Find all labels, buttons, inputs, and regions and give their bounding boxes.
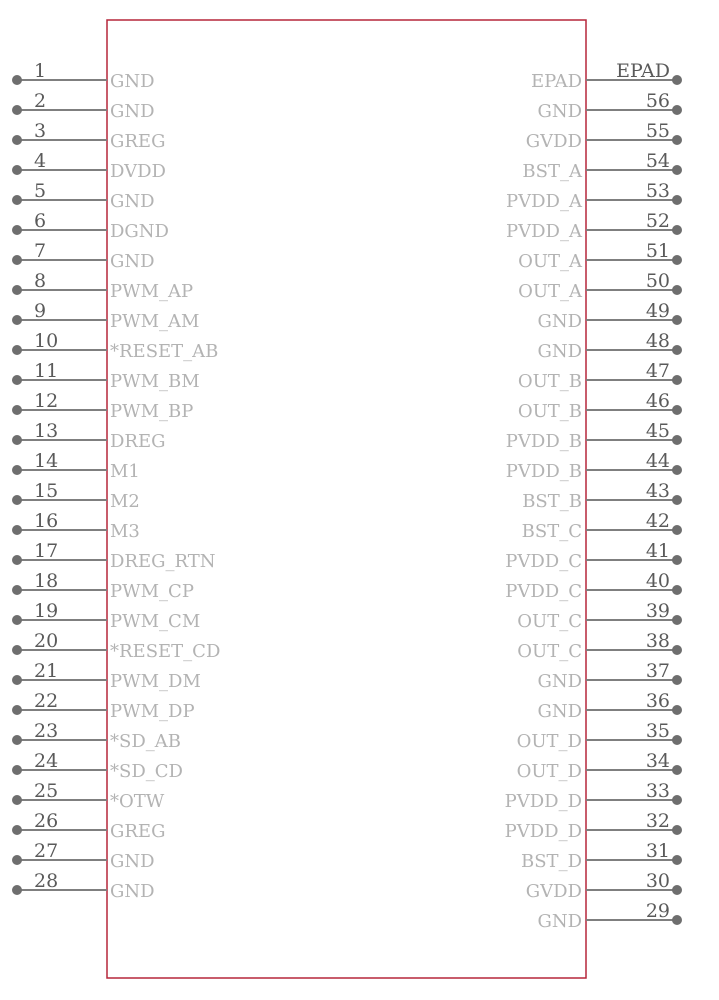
pin-number: 32	[645, 810, 670, 832]
pin-number: 50	[645, 270, 670, 292]
pin-name: OUT_B	[517, 401, 582, 422]
pin-52	[506, 210, 682, 242]
pin-49	[537, 300, 682, 332]
pin-endpoint-dot	[672, 675, 682, 685]
pin-number: 20	[34, 630, 59, 652]
pin-name: *SD_CD	[110, 761, 183, 782]
pin-endpoint-dot	[12, 705, 22, 715]
pin-2	[12, 90, 155, 122]
pin-number: 8	[34, 270, 47, 292]
pin-endpoint-dot	[12, 315, 22, 325]
pin-number: 26	[34, 810, 59, 832]
pin-endpoint-dot	[672, 705, 682, 715]
pin-48	[537, 330, 682, 362]
pin-number: 35	[645, 720, 670, 742]
pin-25	[12, 780, 165, 812]
pin-33	[505, 780, 682, 812]
pin-15	[12, 480, 140, 512]
pin-endpoint-dot	[672, 375, 682, 385]
pin-endpoint-dot	[12, 585, 22, 595]
pin-number: 16	[34, 510, 59, 532]
pin-endpoint-dot	[12, 75, 22, 85]
pin-endpoint-dot	[12, 465, 22, 475]
pin-endpoint-dot	[12, 405, 22, 415]
pin-endpoint-dot	[672, 765, 682, 775]
pin-name: PVDD_D	[504, 791, 582, 812]
pin-29	[537, 900, 682, 932]
pin-24	[12, 750, 183, 782]
pin-endpoint-dot	[672, 885, 682, 895]
pin-endpoint-dot	[672, 915, 682, 925]
pin-endpoint-dot	[12, 195, 22, 205]
pin-number: 37	[645, 660, 670, 682]
pin-34	[517, 750, 682, 782]
pin-name: GND	[537, 671, 582, 692]
pin-endpoint-dot	[672, 795, 682, 805]
pin-number: 51	[645, 240, 670, 262]
pin-name: GVDD	[525, 131, 582, 152]
pin-6	[12, 210, 169, 242]
pin-number: 56	[645, 90, 670, 112]
pin-endpoint-dot	[672, 75, 682, 85]
pin-number: 47	[645, 360, 670, 382]
pin-name: GND	[110, 191, 155, 212]
pin-30	[526, 870, 682, 902]
pin-name: DREG	[110, 431, 166, 452]
pin-name: *SD_AB	[110, 731, 181, 752]
pin-endpoint-dot	[12, 345, 22, 355]
pin-name: GND	[110, 71, 155, 92]
pin-endpoint-dot	[12, 615, 22, 625]
pin-name: PVDD_A	[506, 221, 582, 242]
pin-27	[12, 840, 155, 872]
pin-name: DGND	[110, 221, 169, 242]
pin-32	[505, 810, 682, 842]
pin-number: 38	[645, 630, 670, 652]
pin-number: 40	[645, 570, 670, 592]
pin-name: PWM_BM	[110, 371, 200, 392]
pin-name: EPAD	[530, 71, 582, 92]
pin-1	[12, 60, 155, 92]
pin-name: OUT_B	[517, 371, 582, 392]
right-pin-group	[505, 60, 682, 932]
pin-name: PWM_DM	[110, 671, 201, 692]
pin-name: GVDD	[525, 881, 582, 902]
pin-endpoint-dot	[12, 855, 22, 865]
pin-endpoint-dot	[12, 555, 22, 565]
pin-endpoint-dot	[672, 255, 682, 265]
pin-endpoint-dot	[12, 165, 22, 175]
pin-number: 10	[34, 330, 59, 352]
pin-name: PWM_CP	[110, 581, 194, 602]
pin-number: 31	[645, 840, 670, 862]
pin-name: PWM_DP	[110, 701, 195, 722]
pin-name: BST_A	[522, 161, 582, 182]
pin-name: PVDD_A	[506, 191, 582, 212]
pin-12	[12, 390, 193, 422]
pin-name: GND	[537, 311, 582, 332]
pin-44	[506, 450, 682, 482]
pin-endpoint-dot	[672, 825, 682, 835]
pin-number: 19	[34, 600, 59, 622]
pin-endpoint-dot	[12, 135, 22, 145]
pin-number: 23	[34, 720, 59, 742]
pin-name: GREG	[110, 821, 166, 842]
pin-endpoint-dot	[672, 615, 682, 625]
pin-number: 24	[34, 750, 59, 772]
pin-37	[537, 660, 682, 692]
pin-number: 39	[645, 600, 670, 622]
pin-number: 13	[34, 420, 59, 442]
pin-name: PVDD_C	[505, 551, 582, 572]
pin-number: 55	[645, 120, 670, 142]
pin-46	[518, 390, 682, 422]
pin-name: *RESET_CD	[110, 641, 221, 662]
pin-54	[522, 150, 682, 182]
pin-endpoint-dot	[672, 105, 682, 115]
pin-name: PVDD_B	[505, 461, 582, 482]
pin-number: 7	[34, 240, 47, 262]
pin-16	[12, 510, 140, 542]
pin-endpoint-dot	[12, 495, 22, 505]
pin-47	[518, 360, 682, 392]
pin-35	[517, 720, 682, 752]
pin-endpoint-dot	[672, 585, 682, 595]
pin-number: 11	[34, 360, 59, 382]
pin-41	[505, 540, 682, 572]
pin-51	[518, 240, 682, 272]
pin-name: *OTW	[110, 791, 165, 812]
pin-number: 52	[645, 210, 670, 232]
pin-9	[12, 300, 199, 332]
pin-number: 12	[34, 390, 59, 412]
pin-name: GND	[537, 701, 582, 722]
pin-number: 14	[34, 450, 59, 472]
pin-name: PVDD_C	[505, 581, 582, 602]
pin-endpoint-dot	[12, 885, 22, 895]
pin-name: OUT_A	[518, 251, 582, 272]
pin-number: 4	[34, 150, 47, 172]
pin-number: 41	[645, 540, 670, 562]
pin-39	[517, 600, 682, 632]
pin-26	[12, 810, 165, 842]
pin-endpoint-dot	[672, 165, 682, 175]
pin-53	[506, 180, 682, 212]
pin-18	[12, 570, 194, 602]
pin-endpoint-dot	[12, 255, 22, 265]
pin-5	[12, 180, 155, 212]
pin-number: 36	[645, 690, 670, 712]
pin-endpoint-dot	[672, 225, 682, 235]
pin-endpoint-dot	[672, 495, 682, 505]
pin-name: PWM_BP	[110, 401, 194, 422]
pin-number: 46	[645, 390, 670, 412]
pin-number: 29	[645, 900, 670, 922]
pin-43	[522, 480, 682, 512]
pin-42	[522, 510, 682, 542]
pin-number: 18	[34, 570, 59, 592]
pin-20	[12, 630, 220, 662]
pin-number: EPAD	[616, 60, 670, 82]
pin-name: OUT_D	[516, 761, 582, 782]
pin-number: 9	[34, 300, 47, 322]
pin-name: *RESET_AB	[110, 341, 219, 362]
pin-name: M3	[110, 521, 140, 542]
pin-name: OUT_D	[516, 731, 582, 752]
pin-name: GND	[110, 851, 155, 872]
pin-endpoint-dot	[12, 795, 22, 805]
pin-endpoint-dot	[12, 105, 22, 115]
pin-number: 3	[34, 120, 47, 142]
pin-name: PVDD_D	[504, 821, 582, 842]
pin-name: OUT_C	[517, 641, 582, 662]
pin-name: GND	[537, 341, 582, 362]
pin-number: 22	[34, 690, 59, 712]
pin-endpoint-dot	[672, 285, 682, 295]
pin-number: 27	[34, 840, 59, 862]
pin-19	[12, 600, 200, 632]
pin-8	[12, 270, 193, 302]
pin-56	[537, 90, 682, 122]
pin-name: BST_D	[521, 851, 582, 872]
pin-number: 30	[645, 870, 670, 892]
pin-endpoint-dot	[12, 825, 22, 835]
pin-name: GND	[110, 251, 155, 272]
pin-number: 28	[34, 870, 59, 892]
pin-endpoint-dot	[672, 345, 682, 355]
pin-endpoint-dot	[12, 675, 22, 685]
pin-number: 17	[34, 540, 59, 562]
pin-number: 21	[34, 660, 59, 682]
pin-22	[12, 690, 195, 722]
pin-endpoint-dot	[672, 645, 682, 655]
pin-14	[12, 450, 140, 482]
pin-endpoint-dot	[672, 195, 682, 205]
pin-name: OUT_A	[518, 281, 582, 302]
pin-17	[12, 540, 216, 572]
pin-number: 6	[34, 210, 47, 232]
pin-name: BST_B	[522, 491, 582, 512]
pin-endpoint-dot	[672, 735, 682, 745]
pin-endpoint-dot	[672, 135, 682, 145]
pin-number: 49	[645, 300, 670, 322]
pin-11	[12, 360, 200, 392]
pin-13	[12, 420, 166, 452]
pin-number: 25	[34, 780, 59, 802]
pin-name: GREG	[110, 131, 166, 152]
pin-endpoint-dot	[672, 465, 682, 475]
pin-number: 33	[645, 780, 670, 802]
pin-23	[12, 720, 181, 752]
pin-endpoint-dot	[672, 315, 682, 325]
pin-10	[12, 330, 218, 362]
pin-endpoint-dot	[672, 435, 682, 445]
pin-endpoint-dot	[12, 285, 22, 295]
pin-number: 43	[645, 480, 670, 502]
pin-name: GND	[537, 101, 582, 122]
pin-number: 45	[645, 420, 670, 442]
pin-name: M2	[110, 491, 140, 512]
pin-endpoint-dot	[12, 735, 22, 745]
pin-name: GND	[110, 881, 155, 902]
pin-31	[521, 840, 682, 872]
pin-number: 34	[645, 750, 670, 772]
pin-number: 44	[645, 450, 670, 472]
pin-4	[12, 150, 166, 182]
pin-name: OUT_C	[517, 611, 582, 632]
pin-name: DVDD	[110, 161, 166, 182]
pin-name: GND	[110, 101, 155, 122]
pin-number: 15	[34, 480, 59, 502]
pin-50	[518, 270, 682, 302]
pin-28	[12, 870, 155, 902]
pin-38	[517, 630, 682, 662]
pin-name: GND	[537, 911, 582, 932]
pin-name: PVDD_B	[505, 431, 582, 452]
pin-7	[12, 240, 155, 272]
pin-endpoint-dot	[12, 375, 22, 385]
pin-55	[526, 120, 682, 152]
pin-number: 2	[34, 90, 47, 112]
pin-endpoint-dot	[12, 765, 22, 775]
pin-endpoint-dot	[672, 525, 682, 535]
pin-name: BST_C	[521, 521, 582, 542]
pin-name: DREG_RTN	[110, 551, 216, 572]
pin-number: 1	[34, 60, 47, 82]
pin-epad	[531, 60, 682, 92]
pin-40	[505, 570, 682, 602]
pin-name: M1	[110, 461, 140, 482]
pin-endpoint-dot	[672, 405, 682, 415]
pin-name: PWM_AP	[110, 281, 194, 302]
pin-name: PWM_CM	[110, 611, 201, 632]
pin-45	[506, 420, 682, 452]
pin-endpoint-dot	[12, 645, 22, 655]
pin-number: 5	[34, 180, 47, 202]
pin-number: 48	[645, 330, 670, 352]
pin-endpoint-dot	[12, 435, 22, 445]
pin-number: 54	[645, 150, 670, 172]
pin-number: 42	[645, 510, 670, 532]
pin-3	[12, 120, 165, 152]
pin-endpoint-dot	[672, 855, 682, 865]
pin-name: PWM_AM	[110, 311, 200, 332]
left-pin-group	[12, 60, 220, 902]
pin-36	[537, 690, 682, 722]
pin-number: 53	[645, 180, 670, 202]
pin-endpoint-dot	[12, 225, 22, 235]
pin-endpoint-dot	[12, 525, 22, 535]
pin-endpoint-dot	[672, 555, 682, 565]
